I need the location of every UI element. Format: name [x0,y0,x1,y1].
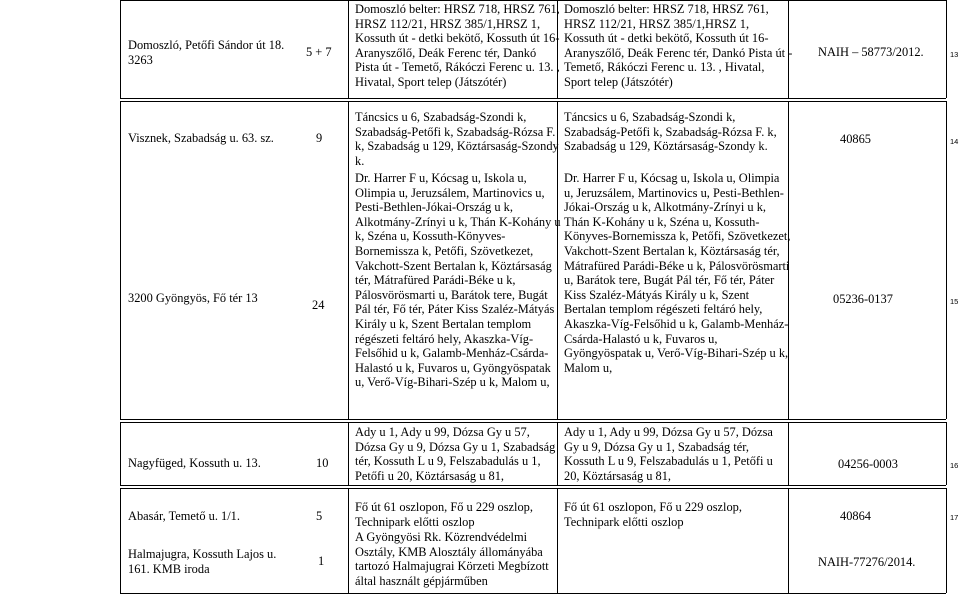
places-cell-2: u, Barátok tere, Bugát Pál tér, Fő tér, Páter [564,273,775,288]
places-cell: Pálosvörösmarti u, Barátok tere, Bugát [355,287,548,302]
address-cell: 3263 [128,52,153,67]
places-cell-2: u, Jeruzsálem, Martinovics u, Pesti-Bethlen- [564,185,784,200]
table-rule [120,0,946,1]
places-cell: Osztály, KMB Alosztály állományába [355,544,543,559]
count-cell: 24 [312,298,325,312]
places-cell: Halastó u k, Fuvaros u, Gyöngyöspatak [355,360,551,375]
places-cell: Domoszló belter: HRSZ 718, HRSZ 761, [355,2,560,16]
places-cell-2: Csárda-Halastó u k, Fuvaros u, [564,331,718,346]
places-cell: Hivatal, Sport telep (Játszótér) [355,75,507,89]
places-cell: k. [355,153,365,168]
places-cell: Technipark előtti oszlop [355,514,475,529]
places-cell-2: Ady u 1, Ady u 99, Dózsa Gy u 57, Dózsa [564,425,773,439]
places-cell-2: Technipark előtti oszlop [564,514,684,529]
places-cell-2: Könyves-Bornemissza k, Petőfi, Szövetkezet, [564,229,791,244]
table-rule [120,101,946,102]
places-cell: HRSZ 112/21, HRSZ 385/1,HRSZ 1, [355,16,541,31]
table-rule [348,422,349,485]
places-cell-2: Temető, Rákóczi Ferenc u. 13. , Hivatal, [564,60,765,75]
places-cell: A Gyöngyösi Rk. Közrendvédelmi [355,530,528,544]
places-cell: Bornemissza k, Petőfi, Szövetkezet, [355,244,534,258]
places-cell-2: Vakchott-Szent Bertalan k, Köztársaság tér, [564,244,780,258]
table-rule [348,488,349,593]
row-number: 13 [950,50,959,59]
places-cell: Olimpia u, Jeruzsálem, Martinovics u, [355,185,545,200]
places-cell: Alkotmány-Zrínyi u k, Thán K-Kohány u [355,214,561,229]
address-cell: 161. KMB iroda [128,561,210,576]
places-cell: Vakchott-Szent Bertalan k, Köztársaság [355,258,552,273]
table-rule [348,0,349,98]
places-cell: tartozó Halmajugrai Körzeti Megbízott [355,559,549,574]
address-cell: Domoszló, Petőfi Sándor út 18. [128,38,285,52]
places-cell-2: Domoszló belter: HRSZ 718, HRSZ 761, [564,2,769,16]
table-rule [120,98,946,99]
places-cell-2: Kossuth út - detki bekötő, Kossuth út 16- [564,31,769,46]
address-cell: 3200 Gyöngyös, Fő tér 13 [128,291,258,305]
places-cell-2: Táncsics u 6, Szabadság-Szondi k, [564,110,736,124]
places-cell-2: Fő út 61 oszlopon, Fő u 229 oszlop, [564,500,742,514]
address-cell: Nagyfüged, Kossuth u. 13. [128,456,261,470]
reference-cell: NAIH – 58773/2012. [818,45,924,59]
row-number: 17 [950,513,959,522]
table-rule [946,101,947,419]
places-cell: Ady u 1, Ady u 99, Dózsa Gy u 57, [355,425,530,439]
places-cell: Felsőhid u k, Galamb-Menház-Csárda- [355,346,549,361]
places-cell-2: Akaszka-Víg-Felsőhid u k, Galamb-Menház- [564,317,789,331]
places-cell: Pista út - Temető, Rákóczi Ferenc u. 13. , [355,60,560,75]
places-cell-2: Kossuth L u 9, Felszabadulás u 1, Petőfi u [564,454,773,469]
places-cell: u, Verő-Víg-Bihari-Szép u k, Malom u, [355,375,550,390]
address-cell: Visznek, Szabadság u. 63. sz. [128,131,274,145]
places-cell: k, Szabadság u 129, Köztársaság-Szondy [355,139,559,154]
reference-cell: 05236-0137 [833,292,893,306]
count-cell: 1 [318,554,325,568]
table-rule [557,422,558,485]
places-cell: Fő út 61 oszlopon, Fő u 229 oszlop, [355,500,533,514]
places-cell: Pál tér, Fő tér, Páter Kiss Szaléz-Mátyás [355,302,555,317]
places-cell: tér, Kossuth L u 9, Felszabadulás u 1, [355,454,541,469]
reference-cell: 40864 [840,509,871,523]
reference-cell: NAIH-77276/2014. [818,555,916,569]
reference-cell: 40865 [840,132,871,146]
places-cell: Aranyszőlő, Deák Ferenc tér, Dankó [355,45,537,60]
table-rule [120,422,946,423]
table-rule [120,422,121,485]
table-rule [120,419,946,420]
table-rule [788,422,789,485]
count-cell: 9 [316,131,323,145]
places-cell: Dr. Harrer F u, Kócsag u, Iskola u, [355,171,527,185]
row-number: 14 [950,137,959,146]
address-cell: Abasár, Temető u. 1/1. [128,509,240,523]
count-cell: 5 [316,509,323,523]
table-rule [120,593,946,594]
places-cell: Dózsa Gy u 9, Dózsa Gy u 1, Szabadság [355,439,556,454]
table-rule [946,0,947,98]
places-cell-2: 20, Köztársaság u 81, [564,468,672,483]
table-rule [120,101,121,419]
reference-cell: 04256-0003 [838,457,898,471]
places-cell-2: Gy u 9, Dózsa Gy u 1, Szabadság tér, [564,439,749,454]
places-cell-2: Aranyszőlő, Deák Ferenc tér, Dankó Pista út - [564,45,793,60]
table-rule [946,488,947,593]
places-cell-2: Thán K-Kohány u k, Széna u, Kossuth- [564,214,760,229]
places-cell-2: Jókai-Ország u k, Alkotmány-Zrínyi u k, [564,200,767,215]
places-cell-2: Sport telep (Játszótér) [564,75,673,89]
places-cell: Petőfi u 20, Köztársaság u 81, [355,468,505,483]
table-rule [946,422,947,485]
table-rule [120,485,946,486]
row-number: 15 [950,297,959,306]
table-rule [348,101,349,419]
address-cell: Halmajugra, Kossuth Lajos u. [128,547,277,561]
places-cell-2: Mátrafüred Parádi-Béke u k, Pálosvörösmarti [564,258,790,273]
places-cell: tér, Mátrafüred Parádi-Béke u k, [355,273,516,288]
places-cell: által használt gépjárműben [355,573,488,588]
row-number: 16 [950,461,959,470]
places-cell-2: HRSZ 112/21, HRSZ 385/1,HRSZ 1, [564,16,750,31]
places-cell-2: Dr. Harrer F u, Kócsag u, Iskola u, Olimpia [564,171,780,185]
places-cell-2: Szabadság u 129, Köztársaság-Szondy k. [564,139,768,154]
places-cell: Táncsics u 6, Szabadság-Szondi k, [355,110,527,124]
table-rule [120,488,946,489]
places-cell: régészeti feltáró hely, Akaszka-Víg- [355,331,534,346]
places-cell: Szabadság-Petőfi k, Szabadság-Rózsa F. [355,124,556,139]
places-cell: Pesti-Bethlen-Jókai-Ország u k, [355,200,513,215]
count-cell: 5 + 7 [306,45,332,59]
places-cell-2: Malom u, [564,360,613,375]
places-cell-2: Bertalan templom régészeti feltáró hely, [564,302,763,317]
table-rule [120,488,121,593]
places-cell: Király u k, Szent Bertalan templom [355,317,532,331]
places-cell-2: Gyöngyöspatak u, Verő-Víg-Bihari-Szép u k, [564,346,789,361]
places-cell: Kossuth út - detki bekötő, Kossuth út 16- [355,31,560,46]
table-rule [788,488,789,593]
places-cell-2: Szabadság-Petőfi k, Szabadság-Rózsa F. k, [564,124,777,139]
places-cell-2: Kiss Szaléz-Mátyás Király u k, Szent [564,287,750,302]
places-cell: k, Széna u, Kossuth-Könyves- [355,229,506,244]
table-rule [120,0,121,98]
table-rule [557,488,558,593]
count-cell: 10 [316,456,329,470]
